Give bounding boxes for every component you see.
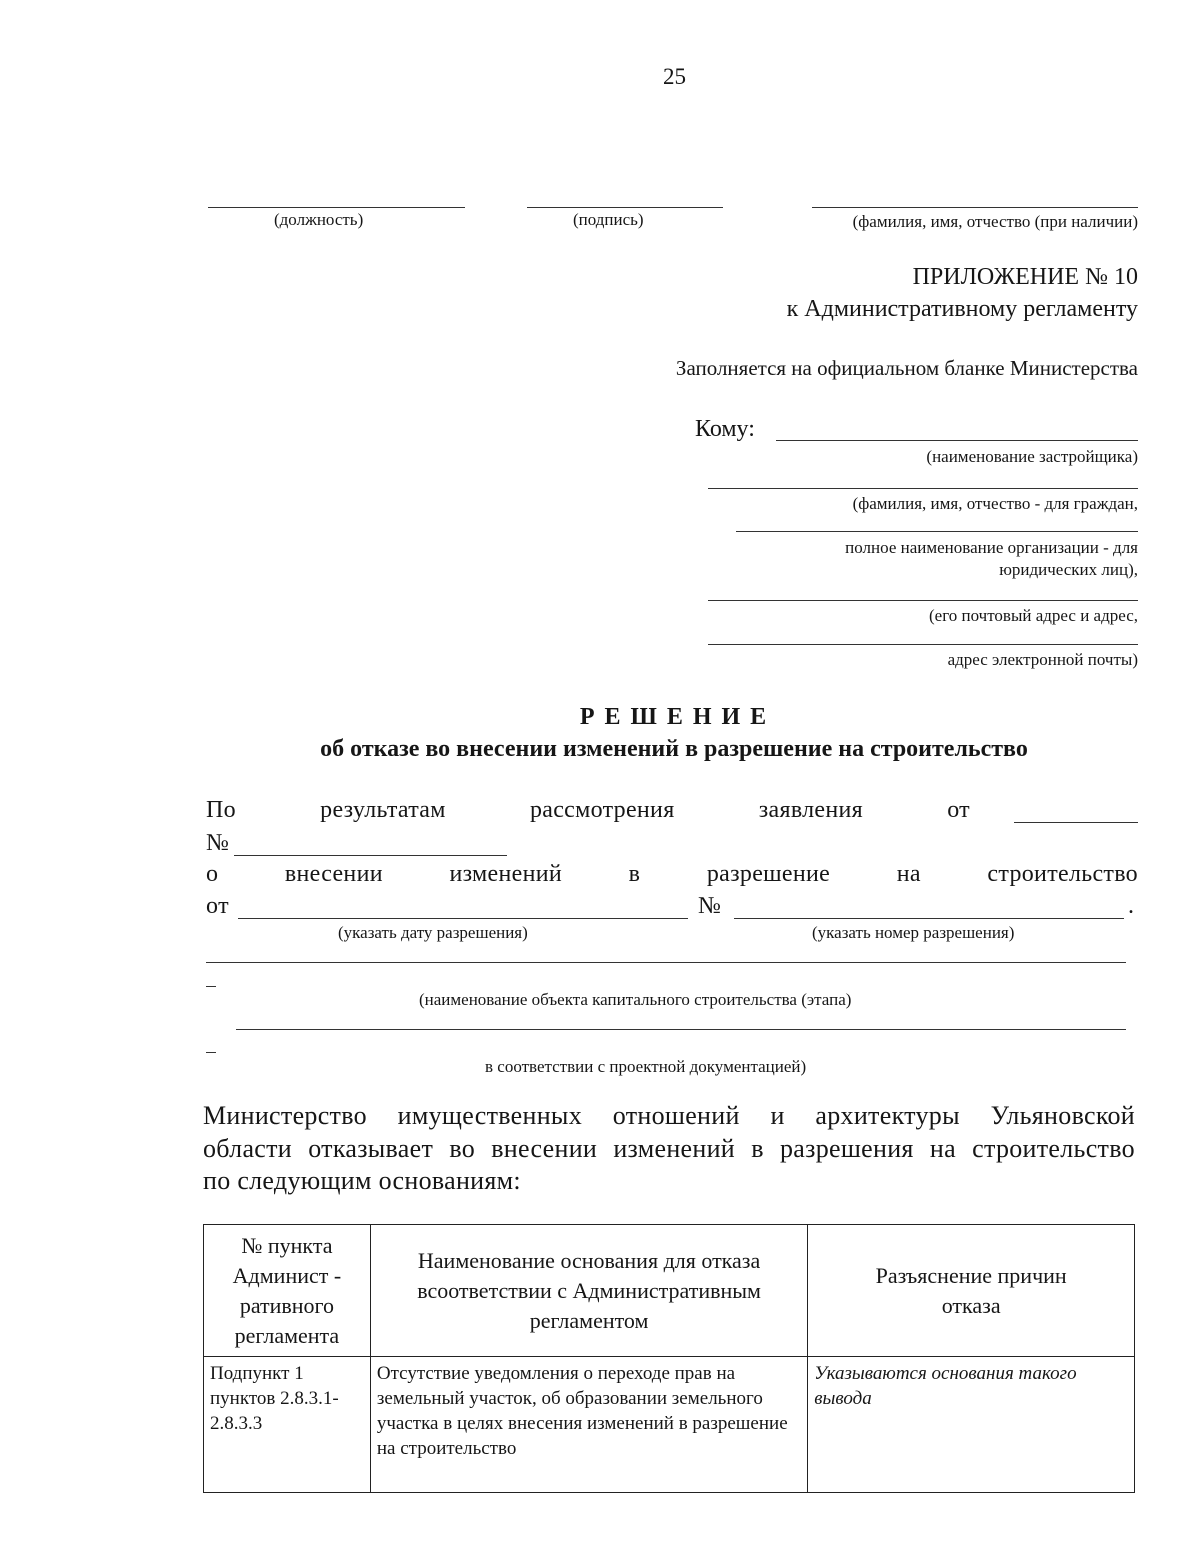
application-date-line <box>1014 822 1138 823</box>
addressee-line-5 <box>708 644 1138 645</box>
addressee-caption-postal: (его почтовый адрес и адрес, <box>929 606 1138 625</box>
project-caption: в соответствии с проектной документацией) <box>485 1057 807 1076</box>
body-word: области <box>203 1134 293 1163</box>
addressee-caption-developer: (наименование застройщика) <box>926 447 1138 466</box>
row-item-text: Подпункт 1 пунктов 2.8.3.1-2.8.3.3 <box>210 1363 339 1434</box>
addressee-caption-email: адрес электронной почты) <box>947 650 1138 669</box>
table-row <box>204 1357 1135 1493</box>
intro-word: от <box>947 797 970 823</box>
page-number: 25 <box>663 64 686 89</box>
permit-number-line <box>734 918 1124 919</box>
body-word: Ульяновской <box>990 1101 1135 1130</box>
number-caption: (указать номер разрешения) <box>812 923 1015 942</box>
body-word: на <box>929 1134 956 1163</box>
intro-line-2 <box>206 861 1138 888</box>
body-word: Министерство <box>203 1101 367 1130</box>
intro-word: изменений <box>449 861 563 887</box>
body-word: отказывает <box>308 1134 434 1163</box>
intro-word: По <box>206 797 236 823</box>
body-word: во <box>449 1134 476 1163</box>
date-caption: (указать дату разрешения) <box>338 923 528 942</box>
body-word: разрешения <box>779 1134 914 1163</box>
appendix-title: ПРИЛОЖЕНИЕ № 10 <box>912 264 1138 290</box>
object-line-1-dash <box>206 986 216 987</box>
header-reason-text: Наименование основания для отказа всоответствии с Административным регламентом <box>417 1247 761 1333</box>
body-word: и <box>770 1101 785 1130</box>
body-line-1 <box>203 1101 1135 1131</box>
body-word: строительство <box>972 1134 1135 1163</box>
permit-from-word: от <box>206 893 230 919</box>
permit-period: . <box>1128 893 1135 919</box>
intro-word: о <box>206 861 219 887</box>
header-reason-cell <box>370 1225 807 1357</box>
intro-word: заявления <box>758 797 863 823</box>
body-word: изменений <box>613 1134 736 1163</box>
body-line-3: по следующим основаниям: <box>203 1166 521 1195</box>
header-item-cell <box>204 1225 371 1357</box>
row-reason-text: Отсутствие уведомления о переходе прав на земельный участок, об образовании земельного участка в целях внесения изменений в разрешение на строительство <box>376 1363 788 1459</box>
addressee-line-4 <box>708 600 1138 601</box>
addressee-line-1 <box>776 440 1138 441</box>
body-word: имущественных <box>397 1101 582 1130</box>
row-reason-cell <box>370 1357 807 1493</box>
addressee-caption-legal: юридических лиц), <box>999 560 1138 579</box>
intro-word: рассмотрения <box>529 797 675 823</box>
addressee-line-3 <box>736 531 1138 532</box>
object-line-2-dash <box>206 1052 216 1053</box>
addressee-line-2 <box>708 488 1138 489</box>
table-header-row <box>204 1225 1135 1357</box>
body-line-2 <box>203 1134 1135 1164</box>
intro-line-1 <box>206 797 970 824</box>
addressee-caption-fio: (фамилия, имя, отчество - для граждан, <box>852 494 1138 513</box>
intro-word: на <box>896 861 921 887</box>
row-explanation-cell <box>808 1357 1135 1493</box>
signature-line <box>527 207 723 208</box>
intro-word: результатам <box>320 797 446 823</box>
intro-word: в <box>628 861 641 887</box>
permit-date-line <box>238 918 688 919</box>
object-caption: (наименование объекта капитального строительства (этапа) <box>419 990 852 1009</box>
position-caption: (должность) <box>274 210 364 229</box>
blank-note: Заполняется на официальном бланке Министерства <box>675 356 1138 380</box>
addressee-caption-org: полное наименование организации - для <box>845 538 1138 557</box>
row-item-cell <box>204 1357 371 1493</box>
decision-title: Р Е Ш Е Н И Е <box>579 704 769 730</box>
row-explanation-text: Указываются основания такого вывода <box>814 1363 1077 1409</box>
position-line <box>208 207 465 208</box>
addressee-label: Кому: <box>695 416 755 442</box>
object-line-2 <box>236 1029 1126 1030</box>
intro-word: строительство <box>987 861 1138 887</box>
permit-number-sign: № <box>698 893 722 919</box>
application-number-sign: № <box>206 830 230 856</box>
body-word: архитектуры <box>815 1101 960 1130</box>
intro-word: внесении <box>284 861 383 887</box>
signature-caption: (подпись) <box>573 210 644 229</box>
grounds-table <box>203 1224 1135 1493</box>
header-explanation-cell <box>808 1225 1135 1357</box>
application-number-line <box>234 855 507 856</box>
name-line <box>812 207 1138 208</box>
object-line-1 <box>206 962 1126 963</box>
header-explanation-text: Разъяснение причин отказа <box>875 1262 1067 1318</box>
body-word: в <box>751 1134 764 1163</box>
body-word: внесении <box>491 1134 598 1163</box>
header-item-text: № пункта Админист - ративного регламента <box>232 1232 342 1348</box>
body-word: отношений <box>612 1101 740 1130</box>
name-caption: (фамилия, имя, отчество (при наличии) <box>852 212 1138 231</box>
intro-word: разрешение <box>706 861 831 887</box>
appendix-subtitle: к Административному регламенту <box>786 296 1138 322</box>
decision-subtitle: об отказе во внесении изменений в разрешение на строительство <box>320 736 1028 762</box>
